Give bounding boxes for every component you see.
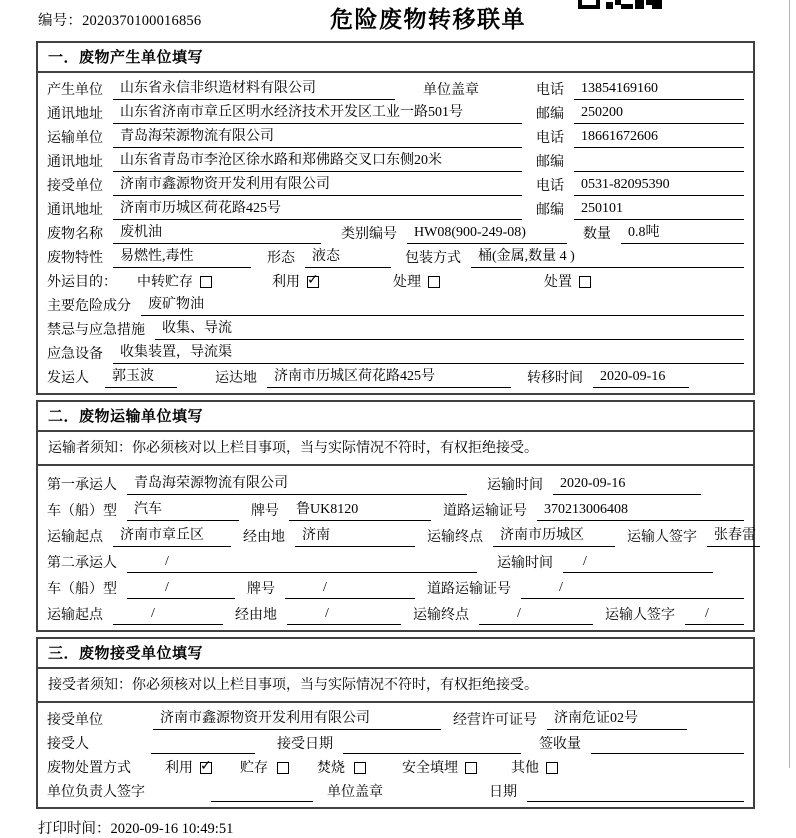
waste-traits-value: 易燃性,毒性 — [113, 245, 251, 268]
responsible-sign-value — [211, 786, 313, 802]
purpose-option-treat-label: 处理 — [393, 275, 421, 290]
manifest-number-label: 编号： — [38, 13, 83, 29]
transporter-address-label: 通讯地址 — [47, 155, 103, 170]
vehicle1-permit-label: 道路运输证号 — [443, 504, 527, 519]
row-hazard — [47, 292, 744, 316]
waste-code-value: HW08(900-249-08) — [407, 225, 567, 244]
dispatcher-label: 发运人 — [47, 371, 89, 386]
disposal-other-checkbox — [546, 762, 558, 774]
manifest-number-value: 2020370100016856 — [82, 13, 202, 29]
waste-form-label: 形态 — [267, 251, 295, 266]
row-receiver-address — [47, 196, 744, 220]
route1-end-label: 运输终点 — [427, 530, 483, 545]
receive-unit-value: 济南市鑫源物资开发利用有限公司 — [153, 707, 441, 730]
waste-name-label: 废物名称 — [47, 227, 103, 242]
carrier2-value: / — [127, 554, 477, 573]
waste-pack-value: 桶(金属,数量 4 ) — [471, 245, 744, 268]
acceptor-value — [151, 738, 255, 754]
license-value: 济南危证02号 — [547, 707, 687, 730]
disposal-option-store-label: 贮存 — [240, 761, 268, 776]
route2-end-value: / — [479, 606, 593, 625]
purpose-label: 外运目的： — [47, 275, 117, 290]
row-carrier2 — [47, 547, 744, 573]
equipment-value: 收集装置，导流渠 — [113, 341, 744, 364]
waste-form-value: 液态 — [305, 245, 391, 268]
transporter-label: 运输单位 — [47, 131, 103, 146]
waste-qty-value: 0.8吨 — [621, 221, 744, 244]
producer-address-label: 通讯地址 — [47, 107, 103, 122]
row-producer-address — [47, 100, 744, 124]
disposal-label: 废物处置方式 — [47, 761, 131, 776]
producer-zip-label: 邮编 — [536, 107, 564, 122]
purpose-transfer-checkbox — [200, 276, 212, 288]
vehicle2-plate-label: 牌号 — [247, 582, 275, 597]
route2-start-value: / — [113, 606, 223, 625]
vehicle1-plate-value: 鲁UK8120 — [289, 498, 431, 521]
receiver-label: 接受单位 — [47, 179, 103, 194]
acceptor-label: 接受人 — [47, 737, 89, 752]
row-transporter — [47, 124, 744, 148]
carrier2-time-value: / — [563, 554, 713, 573]
transporter-phone-value: 18661672606 — [574, 129, 744, 148]
receive-notice: 接受者须知：你必须核对以上栏目事项，当与实际情况不符时，有权拒绝接受。 — [38, 669, 753, 703]
row-carrier1 — [47, 469, 744, 495]
producer-value: 山东省永信非织造材料有限公司 — [113, 77, 395, 100]
producer-label: 产生单位 — [47, 83, 103, 98]
producer-zip-value: 250200 — [574, 105, 744, 124]
transfer-time-label: 转移时间 — [527, 371, 583, 386]
transfer-time-value: 2020-09-16 — [593, 369, 689, 388]
disposal-incinerate-checkbox — [354, 762, 366, 774]
document-header — [0, 0, 796, 41]
section-receive-rows — [38, 703, 753, 807]
route1-sign-value: 张春雷 — [707, 524, 760, 547]
row-producer — [47, 76, 744, 100]
destination-value: 济南市历城区荷花路425号 — [267, 365, 511, 388]
row-responsible-sign — [47, 778, 744, 802]
hazard-value: 废矿物油 — [141, 293, 744, 316]
vehicle2-value: / — [127, 580, 235, 599]
disposal-store-checkbox — [277, 762, 289, 774]
vehicle2-label: 车（船）型 — [47, 582, 117, 597]
receiver-value: 济南市鑫源物资开发利用有限公司 — [113, 173, 522, 196]
receiver-phone-value: 0531-82095390 — [574, 177, 744, 196]
row-route2 — [47, 599, 744, 625]
section-producer-rows — [38, 73, 753, 393]
purpose-treat-checkbox — [428, 276, 440, 288]
print-time-value: 2020-09-16 10:49:51 — [110, 821, 234, 837]
vehicle1-plate-label: 牌号 — [251, 504, 279, 519]
equipment-label: 应急设备 — [47, 347, 103, 362]
disposal-landfill-label: 安全填埋 — [402, 761, 458, 776]
row-vehicle1 — [47, 495, 744, 521]
route2-start-label: 运输起点 — [47, 608, 103, 623]
purpose-option-dispose-label: 处置 — [544, 275, 572, 290]
carrier1-time-label: 运输时间 — [487, 478, 543, 493]
route2-via-value: / — [287, 606, 401, 625]
document-title: 危险废物转移联单 — [330, 6, 526, 32]
manifest-number — [38, 9, 201, 30]
vehicle2-permit-value: / — [521, 580, 744, 599]
print-time-label: 打印时间： — [38, 821, 111, 837]
disposal-other-label: 其他 — [511, 761, 539, 776]
route1-via-value: 济南 — [295, 524, 415, 547]
row-dispatch — [47, 364, 744, 388]
route2-sign-value: / — [685, 606, 744, 625]
row-equipment — [47, 340, 744, 364]
row-waste-traits — [47, 244, 744, 268]
destination-label: 运达地 — [215, 371, 257, 386]
waste-traits-label: 废物特性 — [47, 251, 103, 266]
route2-sign-label: 运输人签字 — [605, 608, 675, 623]
route1-start-label: 运输起点 — [47, 530, 103, 545]
route1-end-value: 济南市历城区 — [493, 524, 615, 547]
vehicle2-permit-label: 道路运输证号 — [427, 582, 511, 597]
section-producer — [36, 41, 755, 395]
section-receive-title: 三．废物接受单位填写 — [38, 639, 753, 669]
carrier2-label: 第二承运人 — [47, 556, 117, 571]
producer-phone-label: 电话 — [536, 83, 564, 98]
carrier1-time-value: 2020-09-16 — [553, 476, 701, 495]
page-edge-line — [789, 0, 790, 768]
receive-unit-label: 接受单位 — [47, 713, 103, 728]
section-producer-title: 一．废物产生单位填写 — [38, 43, 753, 73]
responsible-sign-label: 单位负责人签字 — [47, 785, 145, 800]
print-time — [38, 817, 796, 838]
precaution-label: 禁忌与应急措施 — [47, 323, 145, 338]
route1-via-label: 经由地 — [243, 530, 285, 545]
qr-code-icon — [578, 0, 662, 9]
receipt-qty-label: 签收量 — [539, 737, 581, 752]
waste-qty-label: 数量 — [583, 227, 611, 242]
sign-date-value — [527, 786, 744, 802]
section-transport-rows — [38, 466, 756, 630]
receiver-phone-label: 电话 — [536, 179, 564, 194]
accept-date-label: 接受日期 — [277, 737, 333, 752]
transport-notice: 运输者须知：你必须核对以上栏目事项，当与实际情况不符时，有权拒绝接受。 — [38, 432, 753, 466]
qr-code-fragment — [578, 0, 662, 9]
receiver-zip-value: 250101 — [574, 201, 744, 220]
hazard-label: 主要危险成分 — [47, 299, 131, 314]
row-transporter-address — [47, 148, 744, 172]
row-acceptor — [47, 730, 744, 754]
row-route1 — [47, 521, 756, 547]
row-vehicle2 — [47, 573, 744, 599]
transporter-value: 青岛海荣源物流有限公司 — [113, 125, 522, 148]
vehicle2-plate-value: / — [285, 580, 415, 599]
receiver-zip-label: 邮编 — [536, 203, 564, 218]
accept-date-value — [343, 738, 521, 754]
purpose-option-use-label: 利用 — [272, 275, 300, 290]
vehicle1-value: 汽车 — [127, 498, 239, 521]
waste-code-label: 类别编号 — [341, 227, 397, 242]
section-transport — [36, 400, 755, 632]
purpose-option-transfer-label: 中转贮存 — [137, 275, 193, 290]
producer-seal-label: 单位盖章 — [423, 83, 479, 98]
row-receiver — [47, 172, 744, 196]
disposal-use-checkbox — [200, 762, 212, 774]
waste-name-value: 废机油 — [113, 221, 321, 244]
transporter-zip-value — [574, 156, 744, 172]
disposal-option-use-label: 利用 — [165, 761, 193, 776]
producer-phone-value: 13854169160 — [574, 81, 744, 100]
disposal-landfill-checkbox — [465, 762, 477, 774]
section-transport-title: 二．废物运输单位填写 — [38, 402, 753, 432]
receiver-address-value: 济南市历城区荷花路425号 — [113, 197, 522, 220]
producer-address-value: 山东省济南市章丘区明水经济技术开发区工业一路501号 — [113, 101, 522, 124]
row-purpose — [47, 268, 744, 292]
dispatcher-value: 郭玉波 — [105, 365, 177, 388]
carrier2-time-label: 运输时间 — [497, 556, 553, 571]
row-precaution — [47, 316, 744, 340]
transporter-zip-label: 邮编 — [536, 155, 564, 170]
purpose-use-checkbox — [307, 276, 319, 288]
carrier1-label: 第一承运人 — [47, 478, 117, 493]
row-receive-unit — [47, 706, 744, 730]
row-disposal-method — [47, 754, 744, 778]
route1-sign-label: 运输人签字 — [627, 530, 697, 545]
purpose-dispose-checkbox — [579, 276, 591, 288]
row-waste-name — [47, 220, 744, 244]
vehicle1-label: 车（船）型 — [47, 504, 117, 519]
precaution-value: 收集、导流 — [155, 317, 744, 340]
disposal-incinerate-label: 焚烧 — [317, 761, 345, 776]
sign-date-label: 日期 — [489, 785, 517, 800]
receipt-qty-value — [591, 738, 744, 754]
section-receive — [36, 637, 755, 809]
waste-pack-label: 包装方式 — [405, 251, 461, 266]
vehicle1-permit-value: 370213006408 — [537, 502, 744, 521]
route2-end-label: 运输终点 — [413, 608, 469, 623]
transporter-phone-label: 电话 — [536, 131, 564, 146]
transporter-address-value: 山东省青岛市李沧区徐水路和郑佛路交叉口东侧20米 — [113, 149, 522, 172]
receiver-address-label: 通讯地址 — [47, 203, 103, 218]
carrier1-value: 青岛海荣源物流有限公司 — [127, 472, 467, 495]
route2-via-label: 经由地 — [235, 608, 277, 623]
route1-start-value: 济南市章丘区 — [113, 524, 231, 547]
unit-seal-label: 单位盖章 — [327, 785, 383, 800]
license-label: 经营许可证号 — [453, 713, 537, 728]
